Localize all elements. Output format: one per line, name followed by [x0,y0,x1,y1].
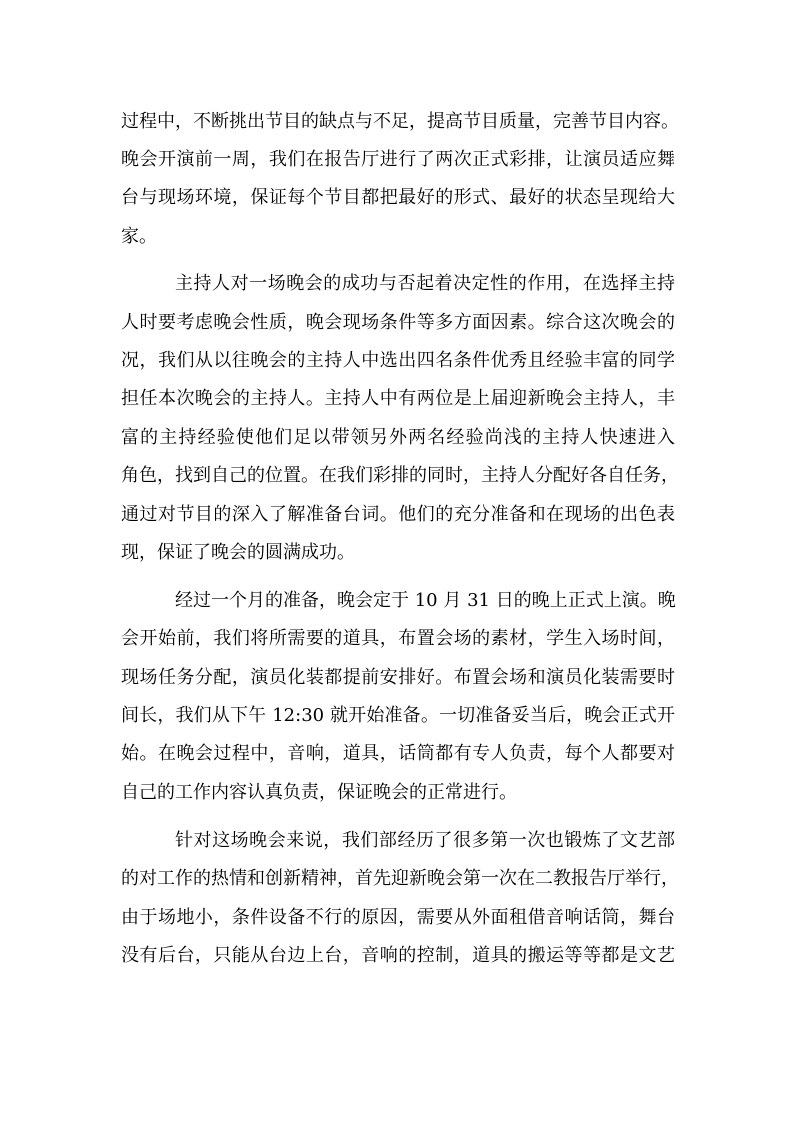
text-line: 台与现场环境，保证每个节目都把最好的形式、最好的状态呈现给大 [121,187,675,208]
text-line: 间长，我们从下午 12:30 就开始准备。一切准备妥当后，晚会正式开 [121,705,675,726]
text-line: 家。 [121,226,157,247]
text-line: 人时要考虑晚会性质，晚会现场条件等多方面因素。综合这次晚会的 [121,312,675,333]
text-line: 现场任务分配，演员化装都提前安排好。布置会场和演员化装需要时 [121,667,675,688]
text-line: 过程中，不断挑出节目的缺点与不足，提高节目质量，完善节目内容。 [121,111,679,132]
text-line: 富的主持经验使他们足以带领另外两名经验尚浅的主持人快速进入 [121,427,675,448]
text-line: 自己的工作内容认真负责，保证晚会的正常进行。 [121,782,517,803]
text-line: 由于场地小，条件设备不行的原因，需要从外面租借音响话筒，舞台 [121,907,675,928]
text-line: 经过一个月的准备，晚会定于 10 月 31 日的晚上正式上演。晚 [175,590,676,611]
text-line: 没有后台，只能从台边上台，音响的控制，道具的搬运等等都是文艺 [121,945,675,966]
text-line: 始。在晚会过程中，音响，道具，话筒都有专人负责，每个人都要对 [121,743,675,764]
text-line: 主持人对一场晚会的成功与否起着决定性的作用，在选择主持 [175,273,675,294]
text-line: 通过对节目的深入了解准备台词。他们的充分准备和在现场的出色表 [121,504,675,525]
text-line: 担任本次晚会的主持人。主持人中有两位是上届迎新晚会主持人，丰 [121,388,675,409]
text-line: 针对这场晚会来说，我们部经历了很多第一次也锻炼了文艺部 [175,830,675,851]
text-line: 的对工作的热情和创新精神，首先迎新晚会第一次在二教报告厅举行， [121,868,679,889]
text-line: 现，保证了晚会的圆满成功。 [121,542,355,563]
text-line: 况，我们从以往晚会的主持人中选出四名条件优秀且经验丰富的同学 [121,350,675,371]
text-line: 会开始前，我们将所需要的道具，布置会场的素材，学生入场时间， [121,628,675,649]
text-line: 角色，找到自己的位置。在我们彩排的同时，主持人分配好各自任务， [121,465,679,486]
text-line: 晚会开演前一周，我们在报告厅进行了两次正式彩排，让演员适应舞 [121,149,675,170]
